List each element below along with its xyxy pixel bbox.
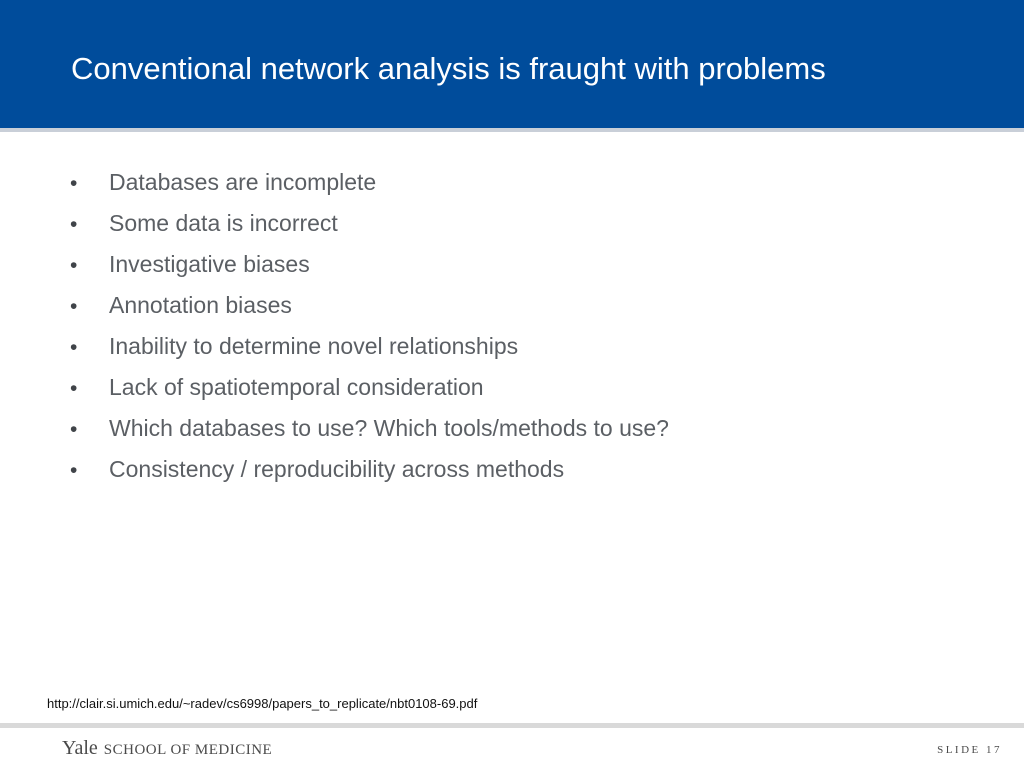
footer-divider <box>0 723 1024 728</box>
bullet-item <box>70 244 669 285</box>
bullet-icon: • <box>70 254 78 277</box>
bullet-icon: • <box>70 459 78 482</box>
slide-title: Conventional network analysis is fraught with problems <box>71 51 826 86</box>
bullet-icon: • <box>70 172 78 195</box>
bullet-text: Inability to determine novel relationships <box>109 333 519 359</box>
title-bar <box>0 0 1024 128</box>
bullet-item <box>70 408 669 449</box>
bullet-text: Investigative biases <box>109 251 310 277</box>
bullet-text: Which databases to use? Which tools/methods to use? <box>109 415 669 441</box>
bullet-text: Consistency / reproducibility across methods <box>109 456 565 482</box>
bullet-icon: • <box>70 295 78 318</box>
bullet-text: Databases are incomplete <box>109 169 377 195</box>
bullet-item <box>70 203 669 244</box>
source-url[interactable]: http://clair.si.umich.edu/~radev/cs6998/papers_to_replicate/nbt0108-69.pdf <box>47 696 478 711</box>
brand-school: SCHOOL OF MEDICINE <box>103 742 273 758</box>
bullet-icon: • <box>70 377 78 400</box>
bullet-item <box>70 449 669 490</box>
bullet-item <box>70 162 669 203</box>
title-bar-divider <box>0 128 1024 132</box>
bullet-item <box>70 285 669 326</box>
brand-yale: Yale <box>62 737 98 759</box>
bullet-text: Lack of spatiotemporal consideration <box>109 374 484 400</box>
yale-school-of-medicine-logo <box>62 737 272 760</box>
bullet-icon: • <box>70 336 78 359</box>
bullet-item <box>70 367 669 408</box>
slide-number: SLIDE 17 <box>937 744 1002 756</box>
bullet-list <box>70 162 669 490</box>
bullet-icon: • <box>70 418 78 441</box>
bullet-icon: • <box>70 213 78 236</box>
bullet-text: Some data is incorrect <box>109 210 338 236</box>
bullet-text: Annotation biases <box>109 292 292 318</box>
bullet-item <box>70 326 669 367</box>
